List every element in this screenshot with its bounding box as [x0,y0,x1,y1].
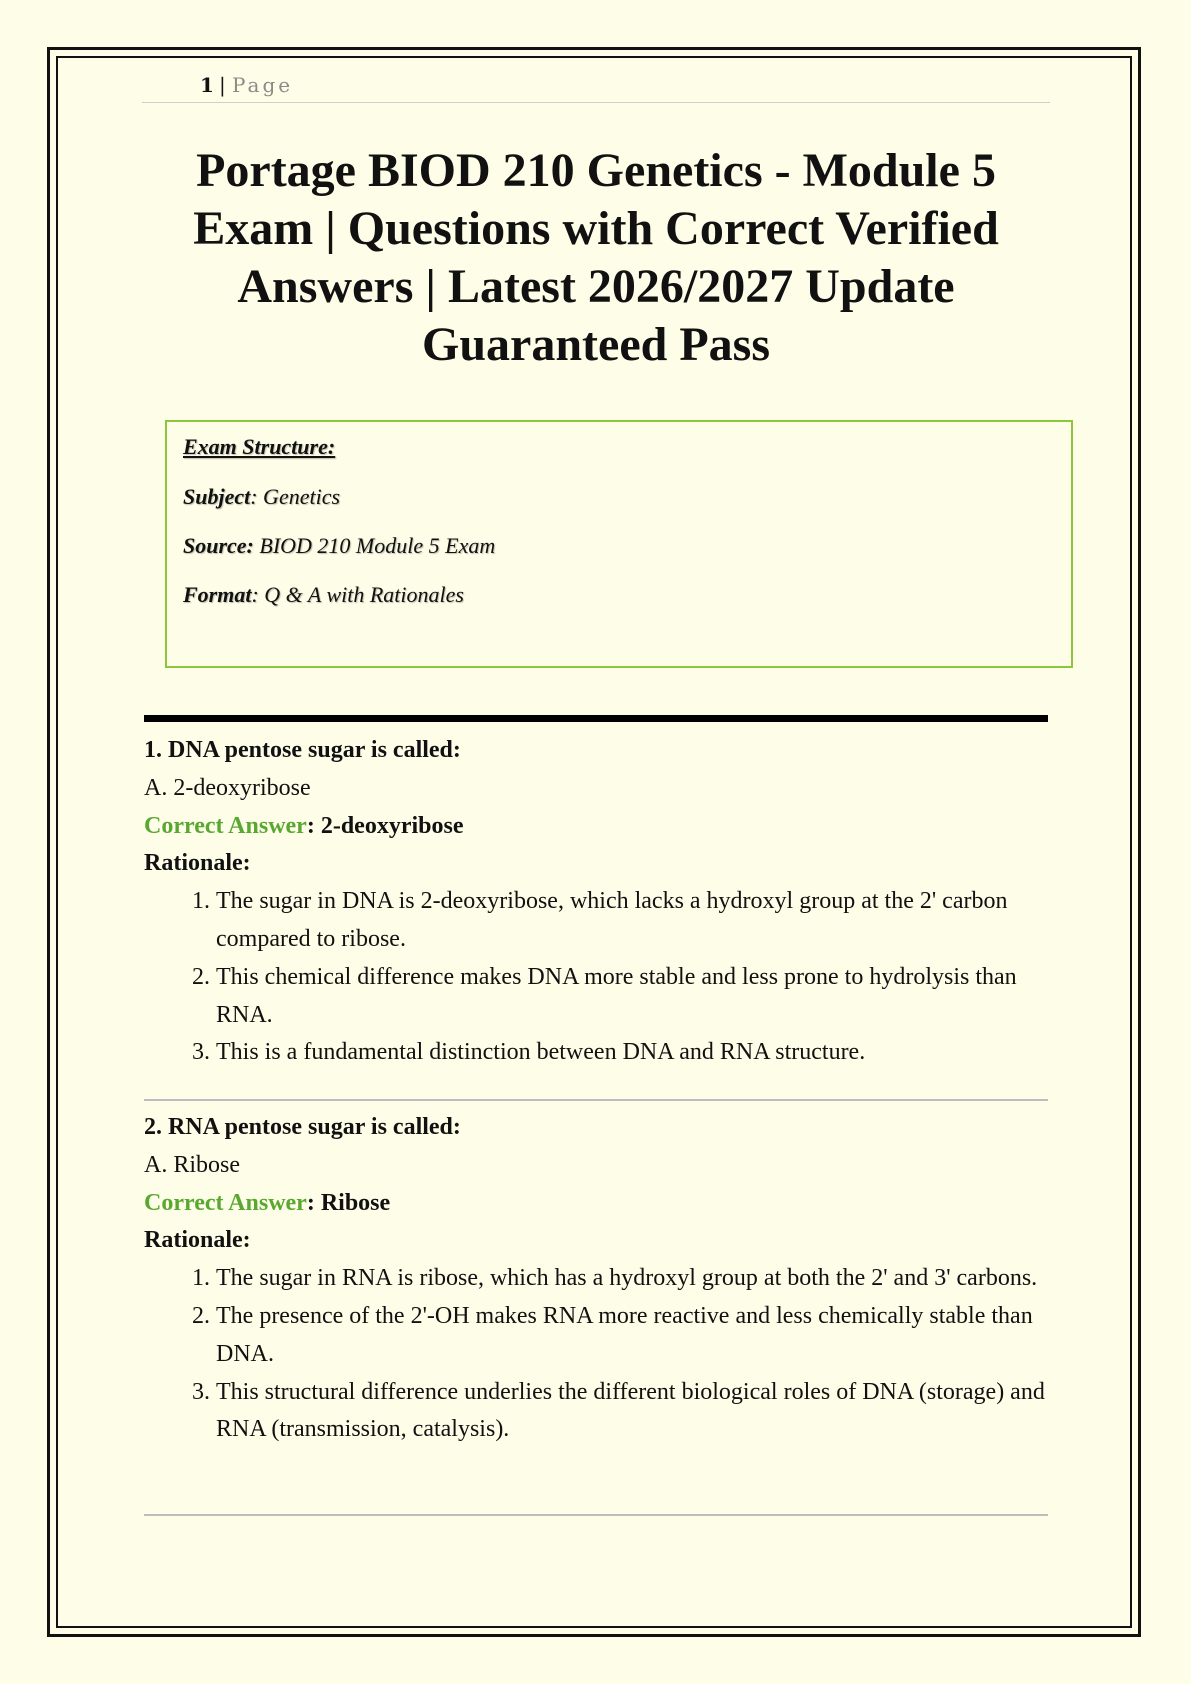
correct-answer-value: : 2-deoxyribose [306,812,464,839]
rationale-label: Rationale: [144,1227,251,1254]
subject-value: : Genetics [250,484,341,509]
format-value: : Q & A with Rationales [251,582,464,607]
rationale-item: 3. This is a fundamental distinction between DNA and RNA structure. [216,1034,1048,1072]
exam-subject-row [183,484,1055,510]
question-text: 1. DNA pentose sugar is called: [144,737,461,763]
rationale-list [144,1260,1048,1449]
exam-source-row [183,533,1055,559]
exam-structure-heading: Exam Structure: [183,434,336,459]
rationale-item: 1. The sugar in RNA is ribose, which has a hydroxyl group at both the 2' and 3' carbons. [216,1260,1048,1298]
source-value: BIOD 210 Module 5 Exam [253,533,496,558]
exam-format-row [183,582,1055,608]
document-title: Portage BIOD 210 Genetics - Module 5 Exam | Questions with Correct Verified Answers | Latest 2026/2027 Update Guaranteed Pass [193,144,999,371]
answer-option: A. 2-deoxyribose [144,774,311,801]
rationale-label: Rationale: [144,850,251,877]
correct-answer-label: Correct Answer [144,1189,307,1216]
format-label: Format [183,582,252,607]
question-divider [144,1514,1048,1516]
correct-answer-value: : Ribose [306,1189,391,1216]
rationale-item: 2. The presence of the 2'-OH makes RNA more reactive and less chemically stable than DNA. [216,1298,1048,1374]
correct-answer-row [144,808,1048,846]
exam-structure-box [165,420,1073,668]
rationale-item: 1. The sugar in DNA is 2-deoxyribose, which lacks a hydroxyl group at the 2' carbon compared to ribose. [216,883,1048,959]
rationale-item: 3. This structural difference underlies the different biological roles of DNA (storage) and RNA (transmission, catalysis). [216,1374,1048,1450]
correct-answer-label: Correct Answer [144,812,307,839]
question-text: 2. RNA pentose sugar is called: [144,1114,461,1140]
rationale-item: 2. This chemical difference makes DNA more stable and less prone to hydrolysis than RNA. [216,959,1048,1035]
page-separator: | [219,73,226,97]
section-divider [144,715,1048,722]
page-label: Page [232,73,294,97]
subject-label: Subject [183,484,251,509]
question-divider [144,1099,1048,1101]
answer-option: A. Ribose [144,1151,240,1178]
correct-answer-row [144,1185,1048,1223]
rationale-list [144,883,1048,1072]
question-block [144,732,1048,1072]
question-block [144,1109,1048,1449]
source-label: Source: [183,533,254,558]
page-number: 1 [200,73,214,97]
page-header [142,72,1050,103]
